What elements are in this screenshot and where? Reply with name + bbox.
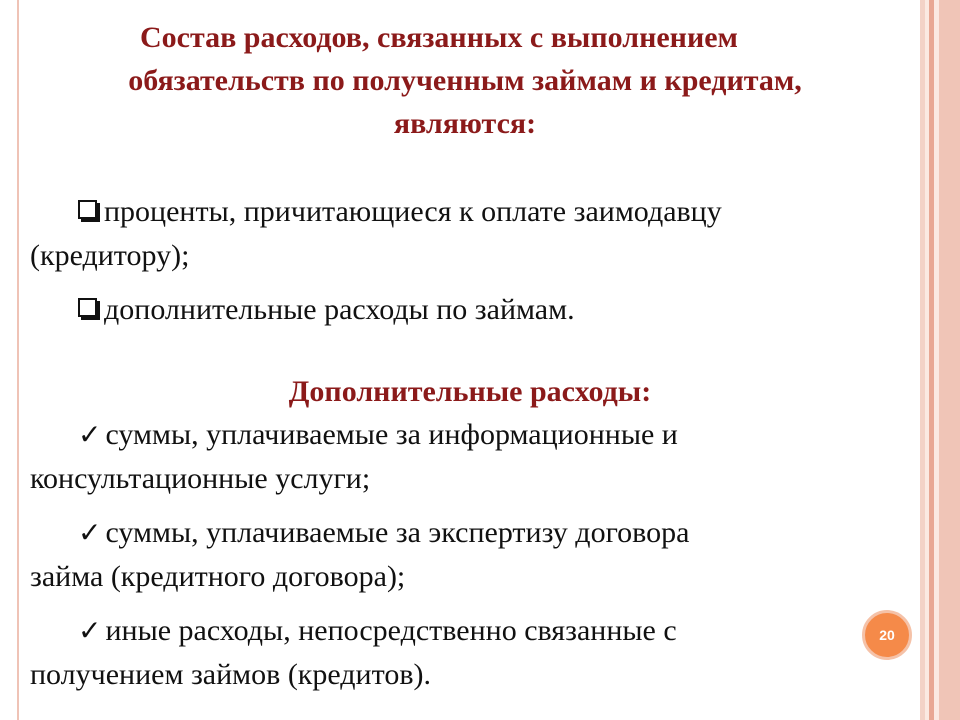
title-line-3: являются: xyxy=(393,107,537,140)
slide-title xyxy=(30,16,900,145)
page-number-badge: 20 xyxy=(862,610,912,660)
list-item xyxy=(30,288,910,332)
left-decorative-rule xyxy=(17,0,19,720)
list-item xyxy=(30,511,910,599)
list-item xyxy=(30,609,910,697)
components-list xyxy=(30,190,910,342)
item-text-continuation: займа (кредитного договора); xyxy=(30,560,406,593)
item-text-continuation: (кредитору); xyxy=(30,239,190,272)
list-item xyxy=(30,413,910,501)
title-line-1: Состав расходов, связанных с выполнением xyxy=(140,21,738,54)
checkbox-square-icon xyxy=(78,298,97,317)
item-text: проценты, причитающиеся к оплате заимодавцу xyxy=(104,195,722,228)
checkmark-icon: ✓ xyxy=(78,516,102,549)
title-line-2: обязательств по полученным займам и кредитам, xyxy=(128,64,802,97)
checkmark-icon: ✓ xyxy=(78,418,102,451)
list-item xyxy=(30,190,910,278)
additional-costs-heading: Дополнительные расходы: xyxy=(288,375,652,408)
additional-costs-list xyxy=(30,413,910,707)
item-text: дополнительные расходы по займам. xyxy=(104,293,575,326)
item-text: суммы, уплачиваемые за информационные и xyxy=(105,418,678,451)
checkmark-icon: ✓ xyxy=(78,614,102,647)
item-text: иные расходы, непосредственно связанные с xyxy=(105,614,677,647)
item-text: суммы, уплачиваемые за экспертизу договора xyxy=(105,516,690,549)
item-text-continuation: получением займов (кредитов). xyxy=(30,658,431,691)
right-decorative-band xyxy=(920,0,960,720)
item-text-continuation: консультационные услуги; xyxy=(30,462,371,495)
checkbox-square-icon xyxy=(78,200,97,219)
